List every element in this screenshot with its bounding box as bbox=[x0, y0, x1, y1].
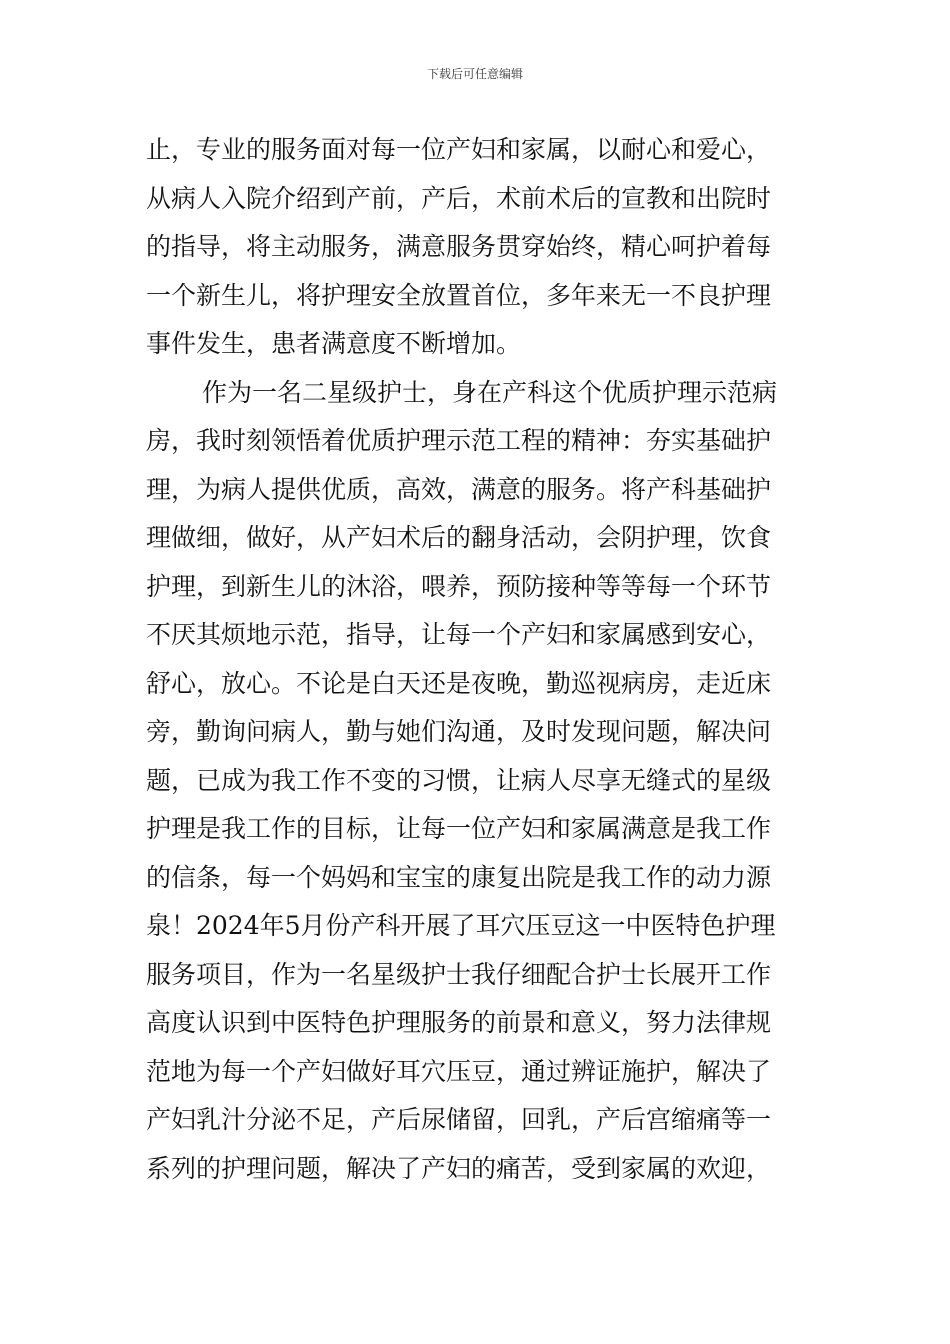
text-line: 房，我时刻领悟着优质护理示范工程的精神：夯实基础护 bbox=[146, 426, 772, 455]
text-line: 理，为病人提供优质，高效，满意的服务。将产科基础护 bbox=[146, 474, 772, 504]
text-line: 理做细，做好，从产妇术后的翻身活动，会阴护理，饮食 bbox=[146, 523, 772, 552]
document-body bbox=[146, 126, 810, 1193]
text-line: 题，已成为我工作不变的习惯，让病人尽享无缝式的星级 bbox=[146, 765, 772, 795]
text-line: 高度认识到中医特色护理服务的前景和意义，努力法律规 bbox=[146, 1008, 772, 1037]
text-line: 事件发生，患者满意度不断增加。 bbox=[146, 329, 522, 358]
text-line: 护理，到新生儿的沐浴，喂养，预防接种等等每一个环节 bbox=[146, 571, 772, 601]
text-line: 旁，勤询问病人，勤与她们沟通，及时发现问题，解决问 bbox=[146, 717, 772, 746]
text-line: 止，专业的服务面对每一位产妇和家属，以耐心和爱心， bbox=[146, 135, 772, 164]
text-line: 的指导，将主动服务，满意服务贯穿始终，精心呵护着每 bbox=[146, 232, 772, 261]
text-line: 一个新生儿，将护理安全放置首位，多年来无一不良护理 bbox=[146, 280, 772, 310]
text-line: 护理是我工作的目标，让每一位产妇和家属满意是我工作 bbox=[146, 814, 772, 843]
text-line: 服务项目，作为一名星级护士我仔细配合护士长展开工作 bbox=[146, 959, 772, 989]
text-line: 从病人入院介绍到产前，产后，术前术后的宣教和出院时 bbox=[146, 183, 772, 213]
page-header: 下载后可任意编辑 bbox=[426, 67, 523, 81]
text-line: 的信条，每一个妈妈和宝宝的康复出院是我工作的动力源 bbox=[146, 862, 772, 892]
text-line: 舒心，放心。不论是白天还是夜晚，勤巡视病房，走近床 bbox=[146, 668, 772, 698]
text-line: 泉！2024年5月份产科开展了耳穴压豆这一中医特色护理 bbox=[146, 911, 776, 940]
text-line: 范地为每一个产妇做好耳穴压豆，通过辨证施护，解决了 bbox=[146, 1056, 772, 1086]
text-line: 系列的护理问题，解决了产妇的痛苦，受到家属的欢迎， bbox=[146, 1153, 772, 1183]
text-line: 不厌其烦地示范，指导，让每一个产妇和家属感到安心， bbox=[146, 620, 772, 649]
paragraph-first-line: 作为一名二星级护士，身在产科这个优质护理示范病 bbox=[202, 377, 778, 407]
text-line: 产妇乳汁分泌不足，产后尿储留，回乳，产后宫缩痛等一 bbox=[146, 1105, 772, 1134]
